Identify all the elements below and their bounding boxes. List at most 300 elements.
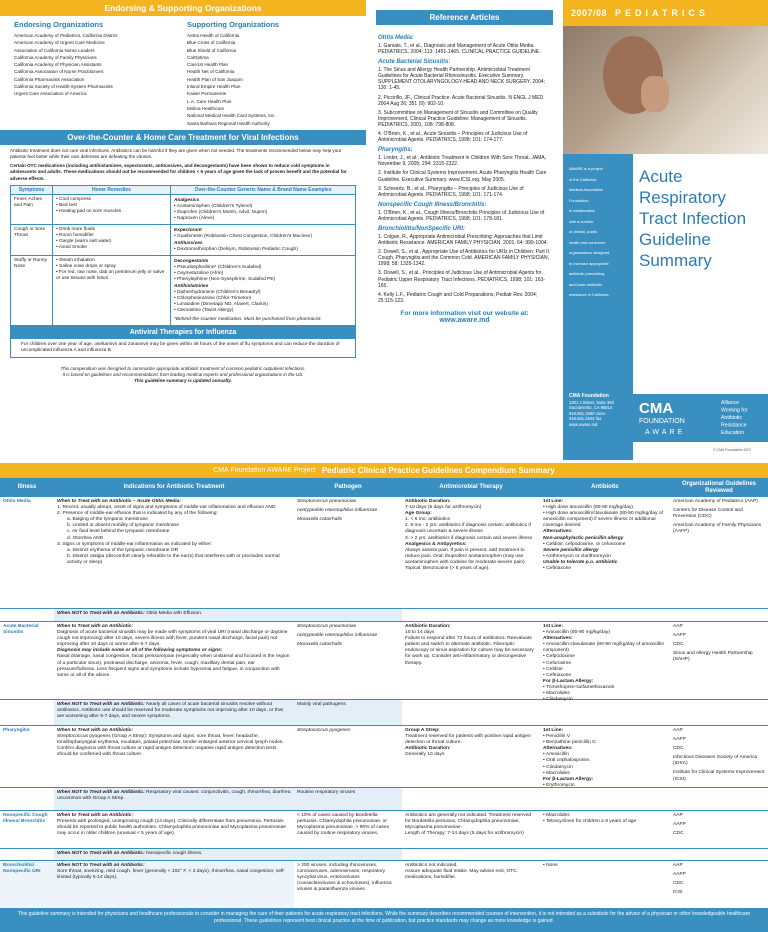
illness-name: Bronchiolitis/ Nonspecific URI [0, 861, 54, 910]
remedies-cell [53, 194, 171, 224]
antibiotic-line: Severe penicillin allergy [543, 547, 599, 553]
blurb-line: to increase appropriate [569, 260, 609, 266]
reference-item: 4. O'Brien, K., et al., Acute Sinusitis – Principles of Judicious Use of Antimicrobial Agents. PEDIATRICS, 1998; 101: 174-177. [378, 131, 528, 144]
therapy-line: Generally 10 days [405, 752, 445, 758]
therapy-cell [402, 726, 540, 787]
org-guideline: Centers for Disease Control and Prevention (CDC) [673, 508, 743, 520]
address-line: 916.551.2550 voice [569, 410, 606, 416]
remedy-item: • Saline nose drops or spray [56, 264, 167, 270]
foundation-contact [563, 392, 633, 429]
not-spacer [670, 609, 768, 621]
antibiotic-line: • Ceftriaxone [543, 566, 572, 572]
pathogen-cell [294, 497, 402, 608]
antibiotic-line: 1st Line: [543, 624, 564, 629]
copyright: © CMA Foundation 2007 [713, 448, 752, 452]
indication-line: 1. Recent, usually abrupt, onset of signs and symptoms of middle-ear inflammation and effusion AND [57, 505, 276, 511]
org-guideline: AAP [673, 624, 683, 629]
title-line: Acute [639, 167, 683, 186]
blurb-line: organizations designed [569, 250, 610, 255]
otc-item: • Pseudoephedrine* (Children's Sudafed) [174, 265, 352, 271]
supporting-list [187, 32, 352, 127]
logo-cma: CMA [639, 400, 674, 417]
indication-title: When NOT to Treat with an Antibiotic: [57, 863, 145, 868]
therapy-line: Treatment reserved for patients with positive rapid antigen detection or throat culture. [405, 734, 531, 746]
org-guideline: AAFP [673, 633, 686, 639]
cma-aware-logo [633, 394, 768, 442]
specialty-label: PEDIATRICS [615, 8, 709, 18]
not-treat-text: Nonspecific cough illness. [146, 851, 203, 856]
indication-line: a. Distinct erythema of the tympanic membrane OR [67, 547, 179, 553]
org-guideline: Institute for Clinical Systems Improvement (ICSI) [673, 770, 765, 782]
not-spacer [540, 700, 670, 725]
antibiotic-line: • Erythromycin [543, 782, 575, 788]
antibiotic-line: For β-Lactam Allergy: [543, 678, 594, 684]
not-treat-text: Respiratory viral causes: conjunctivitis, cough, rhinorrhea, diarrhea uncommon with Group A Strep. [57, 790, 291, 802]
not-treat-cell [54, 609, 294, 621]
otc-item: • Oxymetazoline (Afrin) [174, 271, 352, 277]
org-guidelines-cell [670, 497, 768, 608]
therapy-line: Always assess pain. If pain is present, add treatment to reduce pain. Oral: ibuprofen/ acetaminophen (may use acetaminophen with codeine for moderate-severe pain) Topical: Benzocaine (> 5 years of age). [405, 547, 525, 572]
col-illness: Illness [17, 484, 37, 491]
title-line: Respiratory [639, 188, 726, 207]
not-treat-title: When NOT to Treat with an Antibiotic: [57, 702, 145, 707]
supporting-title: Supporting Organizations [187, 20, 280, 29]
address-line: www.aware.md [569, 421, 598, 427]
org-guideline: AAP [673, 728, 683, 733]
otc-warning: Certain OTC medications (including antihistamines, expectorants, antitussives, and decongestants) have been shown to reduce cold symptoms in adolescents and adults. These medications should not be recommended for children < 6 years of age given the lack of proven benefit and the potential for adverse effects. [10, 163, 347, 181]
orgs-header: Endorsing & Supporting Organizations [0, 0, 366, 16]
cover-title [639, 166, 746, 271]
summary-row-0 [0, 497, 768, 609]
supporting-org: Blue Cross of California [187, 40, 236, 46]
photo-hand [641, 76, 669, 112]
not-spacer [402, 788, 540, 810]
summary-header-left: CMA Foundation AWARE Project [213, 467, 316, 474]
therapy-line: Antibiotic Duration: [405, 746, 451, 752]
not-treat-pathogen: Routine respiratory viruses [294, 788, 402, 810]
remedy-item: • Steam inhalation [56, 258, 167, 264]
blurb-line: with a number [569, 218, 594, 224]
org-guideline: Sinus and Allergy Health Partnership (SAHP) [673, 651, 753, 663]
otc-cell [171, 255, 356, 325]
indication-line: a. Bulging of the tympanic membrane [67, 517, 149, 523]
logo-word: Education [721, 430, 745, 436]
references-header: Reference Articles [376, 10, 553, 25]
remedy-item: • Room humidifier [56, 233, 167, 239]
blurb-line: health and consumer [569, 239, 606, 245]
symptom-cell: Stuffy or Runny Nose [11, 255, 53, 325]
antibiotic-line: • Clindamycin [543, 697, 573, 703]
logo-word: Resistance [721, 422, 747, 429]
otc-item: • Loratadine (Dimetapp ND, Alavert, Claritin) [174, 302, 352, 308]
summary-row-3 [0, 811, 768, 849]
antibiotic-line: • Amoxicillin (80-90 mg/kg/day) [543, 630, 610, 636]
reference-section-title: Acute Bacterial Sinusitis: [378, 59, 451, 66]
org-guideline: CDC [673, 642, 684, 648]
endorsing-org: American Academy of Pediatrics, California District [14, 33, 118, 38]
logo-word: Working for [721, 407, 748, 414]
indication-title: When to Treat with an Antibiotic – Acute Otitis Media: [57, 499, 181, 504]
otc-cell [171, 224, 356, 255]
therapy-line: 3. > 2 yrs: antibiotics if diagnosis certain and severe illness [405, 535, 533, 541]
address-line: 1201 J Street, Suite 350 [569, 399, 614, 405]
not-spacer [670, 788, 768, 810]
not-treat-cell [54, 700, 294, 725]
summary-not-row-0 [0, 609, 768, 622]
indication-title: When to Treat with an Antibiotic: [57, 624, 134, 629]
indication-line: 3. Signs or symptoms of middle-ear inflammation as indicated by either: [57, 541, 212, 547]
not-treat-cell [54, 849, 294, 860]
therapy-line: Antibiotic Duration: [405, 499, 451, 504]
otc-item: • Clemastine (Tavist Allergy) [174, 308, 352, 314]
summary-row-4 [0, 861, 768, 911]
pathogen-cell [294, 622, 402, 699]
endorsing-org: California Society of Health-System Pharmacists [14, 84, 113, 90]
endorsing-org: California Academy of Family Physicians [14, 54, 97, 60]
therapy-line: Assure adequate fluid intake. May advise rest, OTC medications, humidifier. [405, 869, 517, 881]
logo-word: Alliance [721, 400, 740, 406]
reference-item: 1. Colgan, R., Appropriate Antimicrobial Prescribing: Approaches that Limit Antibiotic Resistance. AMERICAN FAMILY PHYSICIAN, 2001; 64: 999-1004. [378, 233, 548, 247]
not-spacer [540, 609, 670, 621]
otc-row [11, 255, 356, 325]
reference-section-title: Bronchiolitis/NonSpecific URI: [378, 225, 466, 232]
reference-section-title: Nonspecific Cough Illness/Bronchitis: [378, 201, 487, 208]
antibiotic-line: • Trimethoprim-sulfamethoxazole [543, 684, 615, 690]
title-line: Tract Infection [639, 209, 747, 228]
not-treat-title: When NOT to Treat with an Antibiotic: [57, 851, 145, 856]
otc-item: • Acetaminophen (Children's Tylenol) [174, 204, 352, 210]
guidelines-summary [0, 463, 768, 932]
not-treat-text: Otitis Media with Effusion. [146, 611, 203, 616]
brochure-top [0, 0, 768, 460]
endorsing-org: California Association of Nurse Practitioners [14, 69, 104, 75]
supporting-column [187, 20, 352, 127]
illness-name: Otitis Media [3, 499, 31, 504]
not-spacer [402, 609, 540, 621]
blurb-line: and lower antibiotic [569, 281, 603, 287]
antibiotic-line: • Cefuroxime [543, 660, 572, 666]
address-line: 916.551.2544 fax [569, 416, 602, 421]
reference-item: 4. Kelly L.F., Pediatric Cough and Cold Preparations, Pediatr Rev. 2004; 25:115-123. [378, 291, 538, 304]
supporting-org: Molina Healthcare [187, 105, 225, 111]
panel-references [366, 0, 563, 460]
indications-cell [54, 861, 294, 910]
supporting-org: Health Net of California [187, 69, 235, 75]
title-line: Summary [639, 251, 712, 270]
org-guidelines-cell [670, 811, 768, 848]
col-otc: Over-the-Counter Generic Name & Brand Name Examples [171, 185, 356, 194]
pathogen-item: Streptococcus pneumoniae [297, 499, 357, 504]
summary-column-headers [0, 478, 768, 497]
indication-line: b. Distinct otalgia (discomfort clearly referable to the ear(s) that interferes with or precludes normal activity or sleep) [67, 553, 280, 565]
indication-line: Nasal drainage, nasal congestion, facial pressure/pain (especially when unilateral and focused in the region of a particular sinus), postnasal discharge, anosmia, fever, cough, maxillary dental pain, ear pressure/fullness. Less frequent signs and symptoms include hyposmia and fatigue, in conjunction with some or all of the above. [57, 654, 290, 678]
org-guidelines-cell [670, 622, 768, 699]
antibiotic-line: • Oral cephalosporins [543, 758, 590, 764]
blurb-line: resistance in California. [569, 292, 610, 297]
org-guideline: CDC [673, 746, 684, 752]
blurb-line: antibiotic prescribing [569, 271, 605, 276]
antibiotic-line: • Macrolides [543, 691, 570, 697]
indication-title: When to Treat with an Antibiotic: [57, 728, 134, 733]
antibiotic-line: Alternatives: [543, 636, 573, 642]
reference-item: 1. Linder, J., et al., Antibiotic Treatment in Children With Sore Throat. JAMA, November 9, 2005; 294: 2315-2322. [378, 155, 547, 168]
antibiotic-line: • Azithromycin or clarithromycin [543, 553, 612, 559]
antibiotic-line: Unable to tolerate p.o. antibiotic [543, 559, 618, 565]
org-guideline: American Academy of Family Physicians (AAFP) [673, 523, 762, 535]
antibiotic-line: 1st Line: [543, 728, 564, 733]
org-guideline: AAFP [673, 872, 686, 878]
supporting-org: Blue Shield of California [187, 47, 237, 53]
reference-item: 1. Ganiats, T., et al., Diagnosis and Management of Acute Otitis Media. PEDIATRICS, 2004; 113: 1451-1465. CLINICAL PRACTICE GUIDELINE. [378, 43, 541, 56]
indications-cell [54, 497, 294, 608]
panel-cover [563, 0, 768, 460]
blurb-line: in collaboration [569, 208, 596, 213]
therapy-cell [402, 861, 540, 910]
indication-line: c. Air fluid level behind the tympanic membrane [67, 529, 170, 535]
illness-name: Nonspecific Cough Illness/ Bronchitis [3, 813, 48, 825]
therapy-line: Antibiotics are generally not indicated. Treatment reserved for Bordetella pertussis, Chlamydophila pneumoniae, Mycoplasma pneumoniae. [405, 813, 532, 831]
antibiotic-line: • Ceftriaxone [543, 672, 572, 678]
otc-item: • Chlorpheniramine (Chlor-Trimeton) [174, 296, 352, 302]
summary-header [0, 463, 768, 478]
not-treat-pathogen [294, 849, 402, 860]
reference-item: 2. Piccirillo, JF., Clinical Practice. Acute Bacterial Sinusitis. N ENGL J MED. 2004 Aug 26; 351 (9): 902-10. [378, 94, 545, 107]
otc-row [11, 224, 356, 255]
otc-footnote: *Behind-the-counter medication. Must be purchased from pharmacist. [174, 316, 322, 322]
summary-not-row-3 [0, 849, 768, 861]
remedy-item: • Bed rest [56, 203, 167, 209]
remedies-cell [53, 255, 171, 325]
not-treat-pathogen [294, 609, 402, 621]
symptom-cell: Fever, Aches and Pain [11, 194, 53, 224]
antibiotic-line: • High dose amoxicillin (80-90 mg/kg/day) [543, 505, 634, 511]
child-photo [563, 26, 768, 154]
not-spacer [540, 788, 670, 810]
org-guideline: CDC [673, 831, 684, 837]
otc-intro: Antibiotic treatment does not cure viral infections. Antibiotics can be harmful if they are given when not needed. The treatments recommended below may help your patients feel better while their own defenses are defeating the viruses. [10, 147, 342, 160]
endorsing-column [14, 20, 179, 127]
remedy-item: • For red, raw nose, dab on petroleum jelly or salve or use tissues with lotion [56, 270, 167, 282]
antibiotic-line: Non-anaphylactic penicillin allergy [543, 535, 624, 541]
otc-group-name: Decongestants [174, 258, 209, 264]
not-spacer [0, 788, 54, 810]
not-spacer [402, 700, 540, 725]
more-info: For more information visit our website at: [400, 309, 529, 317]
indication-line: Diagnosis of acute bacterial sinusitis may be made with symptoms of viral URI (nasal discharge or daytime cough not improving) after 10 days, severe illness with fever, purulent nasal discharge, facial pain) not improving after 10 days or worse after 5-7 days. [57, 630, 288, 648]
reference-item: 1. The Sinus and Allergy Health Partnership. Antimicrobial Treatment Guidelines for Acute Bacterial Rhinosinusitis. Executive Summary. SUPPLEMENT OTOLARYNGOLOGY-HEAD AND NECK SURGERY, 2004; 130: 1-45. [378, 67, 545, 92]
antibiotic-line: Alternatives: [543, 746, 573, 752]
therapy-cell [402, 497, 540, 608]
flu-text: For children over one year of age, oseltamivir and zanamivir may be given within 48 hours of the onset of flu symptoms and can reduce the duration of uncomplicated influenza A and influenza B. [10, 339, 356, 358]
not-spacer [540, 849, 670, 860]
col-symptoms: Symptoms [11, 185, 53, 194]
antibiotic-line: Alternatives: [543, 529, 573, 535]
not-treat-text: Nearly all cases of acute bacterial sinusitis resolve without antibiotics. Antibiotic use should be reserved for moderate symptoms not improving after 10 days, or that are worsening after 5-7 days, and severe symptoms. [57, 702, 283, 720]
pathogen-item: Moraxella catarrhalis [297, 517, 343, 523]
indication-line: Presents with prolonged, unimproving cough (14 days). Clinically differentiate from pneumonia. Pertussis should be reported to public health authorities. Chlamydophila pneumoniae and Mycoplasma pneumoniae may occur in older children (unusual < 5 years of age). [57, 819, 286, 837]
therapy-line: Antibiotic Duration: [405, 624, 451, 629]
otc-row [11, 194, 356, 224]
reference-item: 3. Dowell, S., et al., Principles of Judicious Use of Antimicrobial Agents for Pediatric Upper Respiratory Tract Infections. PEDIATRICS, 1998; 101: 163-165. [378, 270, 545, 289]
col-pathogen: Pathogen [334, 484, 362, 491]
supporting-org: Aetna Health of California [187, 33, 240, 38]
remedy-item: • Gargle (warm salt water) [56, 239, 167, 245]
summary-row-1 [0, 622, 768, 703]
not-treat-cell [54, 788, 294, 810]
logo-word: Antibiotic [721, 415, 743, 421]
reference-section-title: Pharyngitis: [378, 147, 413, 154]
antibiotic-line: • High dose amoxicillin/clavulanate (80-90 mg/kg/day of amoxicillin component) if severe illness or additional coverage desired [543, 511, 663, 529]
not-spacer [0, 849, 54, 860]
summary-not-row-1 [0, 700, 768, 726]
supporting-org: L.A. Care Health Plan [187, 98, 232, 104]
pathogen-cell [294, 726, 402, 787]
org-guideline: AAFP [673, 822, 686, 828]
col-home-remedies: Home Remedies [53, 185, 171, 194]
endorsing-org: California Pharmacists Association [14, 76, 85, 82]
therapy-line: 7-10 days (5 days for azithromycin) [405, 505, 482, 511]
flu-header: Antiviral Therapies for Influenza [10, 326, 356, 339]
year-label: 2007/08 [571, 8, 608, 18]
otc-cell [171, 194, 356, 224]
not-spacer [402, 849, 540, 860]
endorsing-org: Urgent Care Association of America [14, 91, 87, 97]
org-guideline: AAP [673, 863, 683, 868]
reference-item: 2. Dowell, S., et al., Appropriate Use of Antibiotics for URIs in Children: Part II. Cough, Pharyngitis and the Common Cold. AMERICAN FAMILY PHYSICIAN, 1998; 58: 1335-1342. [378, 249, 551, 268]
antibiotic-line: • Macrolides [543, 770, 570, 776]
address-line: Sacramento, CA 95814 [569, 405, 613, 410]
antibiotic-cell [540, 497, 670, 608]
otc-item: • Diphenhydramine (Children's Benadryl) [174, 290, 352, 296]
not-spacer [0, 609, 54, 621]
pathogen-item: nontypeable Haemophilus influenzae [297, 508, 378, 514]
not-treat-title: When NOT to Treat with an Antibiotic: [57, 611, 145, 616]
logo-foundation: FOUNDATION [639, 418, 685, 425]
illness-name: Pharyngitis [3, 728, 30, 733]
summary-header-right: Pediatric Clinical Practice Guidelines Compendium Summary [321, 466, 555, 475]
supporting-org: CalOptima [187, 54, 209, 60]
indication-line: Sore throat, sneezing, mild cough, fever (generally < 102° F, < 3 days), rhinorrhea, nasal congestion; self-limited (typically 5-14 days). [57, 869, 286, 881]
blurb-line: of the California [569, 176, 597, 182]
antibiotic-cell [540, 726, 670, 787]
therapy-line: 2. 6 mo - 2 yrs: antibiotics if diagnosis certain; antibiotics if diagnosis uncertain & severe illness [405, 523, 531, 535]
org-guidelines-cell [670, 861, 768, 910]
pathogen-item: Moraxella catarrhalis [297, 642, 343, 648]
otc-item: • Guaifenesin (Robitussin Chest Congestion, Children's Mucinex) [174, 234, 352, 240]
antibiotic-line: • Cefdinir, cefpodoxime, or cefuroxime [543, 541, 626, 547]
illness-name: Acute Bacterial Sinusitis [3, 624, 39, 636]
supporting-org: Santa Barbara Regional Health Authority [187, 120, 270, 126]
org-guideline: Infectious Diseases Society of America (IDSA) [673, 755, 758, 767]
org-guidelines-cell [670, 726, 768, 787]
pathogen-item: nontypeable Haemophilus influenzae [297, 633, 378, 639]
blurb-line: of clinical, public [569, 229, 598, 234]
summary-row-2 [0, 726, 768, 788]
otc-item: • Dextromethorphan (Delsym, Robitussin Pediatric Cough) [174, 247, 352, 253]
org-guideline: AAP [673, 813, 683, 818]
otc-item: • Phenylephrine (Neo-Synephrine, Sudafed PE) [174, 277, 352, 283]
endorsing-list [14, 32, 179, 98]
indication-line: 2. Presence of middle-ear effusion that is indicated by any of the following: [57, 511, 218, 517]
symptom-cell: Cough or Sore Throat [11, 224, 53, 255]
endorsing-org: California Academy of Physician Assistants [14, 62, 102, 68]
therapy-line: 1. < 6 mo: antibiotics [405, 517, 450, 523]
not-spacer [670, 849, 768, 860]
otc-item: • Naproxen (Aleve) [174, 216, 352, 222]
therapy-line: Group A Strep: [405, 728, 440, 733]
antibiotic-line: • Amoxicillin-clavulanate (80-90 mg/kg/day of amoxicillin component) [543, 642, 665, 654]
not-treat-title: When NOT to Treat with an Antibiotic: [57, 790, 145, 795]
blurb-line: Medical Association [569, 187, 604, 192]
therapy-line: Analgesics & Antipyretics: [405, 541, 467, 547]
antibiotic-line: • None [543, 863, 558, 868]
remedy-item: • Cool compress [56, 197, 167, 203]
indication-line: d. Otorrhea AND [67, 535, 104, 541]
supporting-org: Kaiser Permanente [187, 91, 227, 97]
indication-line: Streptococcus pyogenes (Group A Strep): Symptoms and signs: sore throat, fever, headache, tonsillopharyngeal erythema, exudates, palatal petechiae, tender enlarged anterior cervical lymph nodes. Confirm diagnosis with throat culture or rapid antigen detection; negative rapid antigen detection tests should be confirmed with throat culture. [57, 734, 284, 758]
antibiotic-line: For β-Lactam Allergy: [543, 776, 594, 782]
col-antibiotic: Antibiotic [591, 484, 619, 491]
pathogen-item: > 200 viruses, including rhinoviruses, coronaviruses, adenoviruses, respiratory syncytial virus, enteroviruses (coxsackieviruses & echoviruses), influenza viruses & parainfluenza viruses. [297, 863, 392, 893]
antibiotic-line: 1st Line: [543, 499, 564, 504]
otc-header: Over-the-Counter & Home Care Treatment for Viral Infections [0, 130, 366, 145]
panel-organizations [0, 0, 366, 460]
references-list [366, 25, 563, 304]
note-1: This compendium was designed to summarize appropriate antibiotic treatment of common pediatric outpatient infections. [60, 365, 306, 371]
pathogen-item: < 10% of cases caused by Bordetella pertussis, Chlamydophila pneumoniae, or Mycoplasma pneumoniae. > 90% of cases caused by routine respiratory viruses. [297, 813, 390, 837]
reference-section-title: Otitis Media: [378, 35, 415, 41]
remedy-item: • Heating pad on sore muscles [56, 209, 167, 215]
otc-group-name: Analgesics [174, 197, 200, 203]
blurb-line: AWARE is a project [569, 166, 603, 171]
therapy-line: 10 to 14 days [405, 630, 435, 636]
pathogen-item: Streptococcus pyogenes [297, 728, 351, 733]
col-indications: Indications for Antibiotic Treatment [123, 484, 225, 491]
reference-item: 3. Subcommittee on Management of Sinusitis and Committee on Quality Improvement, Clinical Practice Guideline: Management of Sinusitis. PEDIATRICS, 2001; 108: 798-808. [378, 109, 538, 128]
compendium-notes [0, 358, 366, 385]
org-guideline: ICSI [673, 890, 683, 896]
note-3: This guideline summary is updated annually. [134, 378, 232, 384]
not-treat-pathogen: Mainly viral pathogens [294, 700, 402, 725]
endorsing-org: American Academy of Urgent Care Medicine [14, 40, 105, 46]
antibiotic-line: • Macrolides [543, 813, 570, 818]
otc-table [10, 185, 356, 326]
otc-group-name: Expectorant [174, 227, 202, 233]
title-line: Guideline [639, 230, 711, 249]
endorsing-org: Association of California Nurse Leaders [14, 47, 95, 53]
pathogen-item: Streptococcus pneumoniae [297, 624, 357, 629]
indication-line: b. Limited or absent mobility of tympanic membrane [67, 523, 179, 529]
remedy-item: • Avoid Smoke [56, 245, 167, 251]
antibiotic-cell [540, 811, 670, 848]
blurb-line: Foundation, [569, 197, 590, 203]
supporting-org: Health Plan of San Joaquin [187, 76, 243, 82]
remedies-cell [53, 224, 171, 255]
antibiotic-line: • Cefpodoxime [543, 654, 575, 660]
website-link[interactable]: www.aware.md [439, 316, 490, 324]
summary-not-row-2 [0, 788, 768, 811]
col-therapy: Antimicrobial Therapy [439, 484, 503, 491]
therapy-line: Age Group: [405, 511, 432, 517]
antibiotic-cell [540, 861, 670, 910]
pathogen-cell [294, 811, 402, 848]
antibiotic-line: • Benzathine penicillin G [543, 740, 596, 746]
antibiotic-line: • Tetracyclines for children ≥ 8 years of age [543, 819, 637, 825]
supporting-org: National Medical Health Card Systems, Inc. [187, 113, 276, 119]
antibiotic-line: • Amoxicillin [543, 752, 569, 758]
reference-item: 2. Institute for Clinical Systems Improvement. Acute Pharyngitis Health Care Guideline. Executive Summary. www.ICSI.org. May 2005. [378, 170, 547, 183]
note-2: It is based on guidelines and recommendations from leading medical experts and professional organizations in the US. [62, 372, 304, 378]
